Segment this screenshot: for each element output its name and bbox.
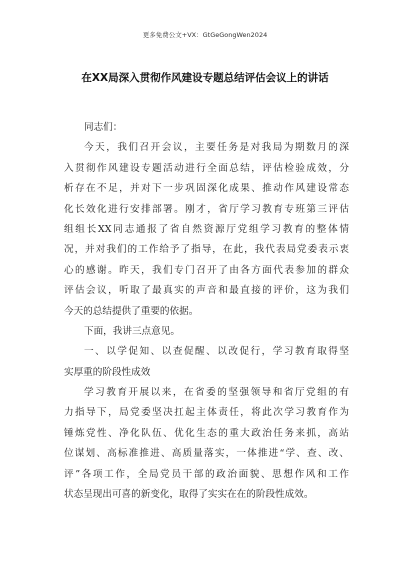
header-note: 更多免费公文+VX：GtGeGongWen2024: [142, 31, 268, 39]
paragraph-line: 心的感谢。昨天，我们专门召开了由各方面代表参加的群众: [64, 264, 349, 276]
paragraph-line: 状态呈现出可喜的新变化，取得了实实在在的阶段性成效。: [64, 489, 314, 501]
document-title: 在XX局深入贯彻作风建设专题总结评估会议上的讲话: [81, 72, 329, 84]
document-body: [64, 118, 349, 505]
paragraph-line: 位谋划、高标准推进、高质量落实，一体推进“学、查、改、: [64, 448, 349, 460]
paragraph-line: 今天，我们召开会议，主要任务是对我局为期数月的深: [84, 142, 349, 154]
paragraph-line: 况，并对我们的工作给予了指导，在此，我代表局党委表示衷: [64, 244, 349, 256]
paragraph-line: 学习教育开展以来，在省委的坚强领导和省厅党组的有: [84, 387, 349, 399]
paragraph-line: 力指导下，局党委坚决扛起主体责任，将此次学习教育作为: [64, 407, 349, 419]
paragraph-line: 析存在不足，并对下一步巩固深化成果、推动作风建设常态: [64, 183, 349, 195]
paragraph-line: 组组长XX同志通报了省自然资源厅党组学习教育的整体情: [64, 223, 349, 235]
paragraph-line: 锤炼党性、净化队伍、优化生态的重大政治任务来抓，高站: [64, 427, 349, 439]
paragraph-line: 化长效化进行安排部署。刚才，省厅学习教育专班第三评估: [64, 203, 349, 215]
paragraph-line: 下面，我讲三点意见。: [84, 325, 180, 337]
paragraph-line: 评估会议，听取了最真实的声音和最直接的评价，这为我们: [64, 285, 349, 297]
paragraph-line: 今天的总结提供了重要的依据。: [64, 305, 199, 317]
paragraph-line: 评”各项工作，全局党员干部的政治面貌、思想作风和工作: [64, 468, 349, 480]
salutation-line: 同志们：: [84, 122, 123, 133]
section-heading-line: 一、以学促知、以查促醒、以改促行，学习教育取得坚: [84, 346, 349, 358]
section-heading-line: 实厚重的阶段性成效: [64, 366, 151, 378]
paragraph-line: 入贯彻作风建设专题活动进行全面总结，评估检验成效，分: [64, 162, 349, 174]
